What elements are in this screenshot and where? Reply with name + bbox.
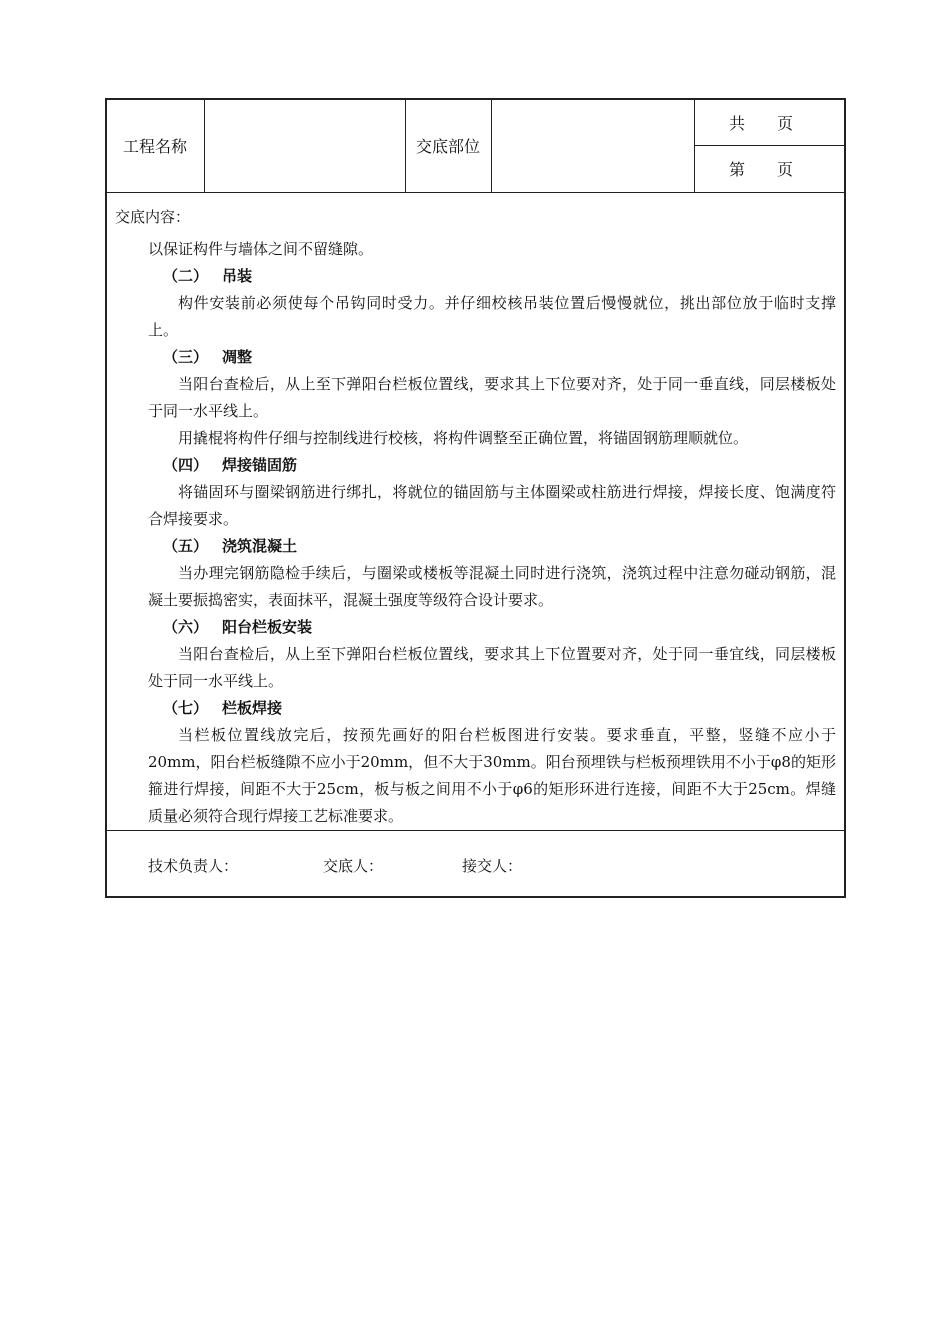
divider	[491, 100, 492, 192]
divider	[405, 100, 406, 192]
form-header	[107, 100, 844, 193]
page-number-label: 第 页	[729, 160, 794, 179]
section-heading: （三） 凋整	[163, 348, 253, 366]
content-label: 交底内容：	[115, 208, 191, 226]
section-paragraph: 构件安装前必须使每个吊钩同时受力。并仔细校核吊装位置后慢慢就位，挑出部位放于临时支撑上。	[148, 294, 836, 339]
receiver-label: 接交人：	[462, 857, 523, 875]
section-heading: （七） 栏板焊接	[163, 699, 283, 717]
section-paragraph: 当办理完钢筋隐检手续后，与圈梁或楼板等混凝土同时进行浇筑，浇筑过程中注意勿碰动钢筋，混凝土要振捣密实，表面抹平，混凝土强度等级符合设计要求。	[148, 564, 836, 609]
section-paragraph: 将锚固环与圈梁钢筋进行绑扎，将就位的锚固筋与主体圈梁或柱筋进行焊接，焊接长度、饱满度符合焊接要求。	[148, 483, 836, 528]
total-pages-label: 共 页	[729, 114, 794, 133]
section-paragraph: 当阳台查检后，从上至下弹阳台栏板位置线，要求其上下位置要对齐，处于同一垂宜线，同层楼板处于同一水平线上。	[148, 645, 836, 690]
divider	[694, 100, 695, 192]
divider	[204, 100, 205, 192]
section-heading: （六） 阳台栏板安装	[163, 618, 313, 636]
section-heading: （五） 浇筑混凝土	[163, 537, 298, 555]
content-text	[148, 236, 836, 830]
section-paragraph: 当栏板位置线放完后，按预先画好的阳台栏板图进行安装。要求垂直，平整，竖缝不应小于20mm，阳台栏板缝隙不应小于20mm，但不大于30mm。阳台预埋铁与栏板预埋铁用不小于φ8的矩形箍进行焊接，间距不大于25cm，板与板之间用不小于φ6的矩形环进行连接，间距不大于25cm。焊缝质量必须符合现行焊接工艺标准要求。	[148, 726, 836, 825]
tech-lead-label: 技术负责人：	[148, 857, 239, 875]
location-label: 交底部位	[416, 137, 481, 156]
section-paragraph: 用撬棍将构件仔细与控制线进行校核，将构件调整至正确位置，将锚固钢筋理顺就位。	[178, 429, 749, 447]
presenter-label: 交底人：	[323, 857, 384, 875]
lead-paragraph: 以保证构件与墙体之间不留缝隙。	[148, 240, 374, 258]
section-paragraph: 当阳台查检后，从上至下弹阳台栏板位置线，要求其上下位要对齐，处于同一垂直线，同层楼板处于同一水平线上。	[148, 375, 836, 420]
project-name-label: 工程名称	[123, 137, 188, 156]
section-heading: （四） 焊接锚固筋	[163, 456, 298, 474]
section-heading: （二） 吊装	[163, 267, 253, 285]
divider	[694, 145, 844, 146]
